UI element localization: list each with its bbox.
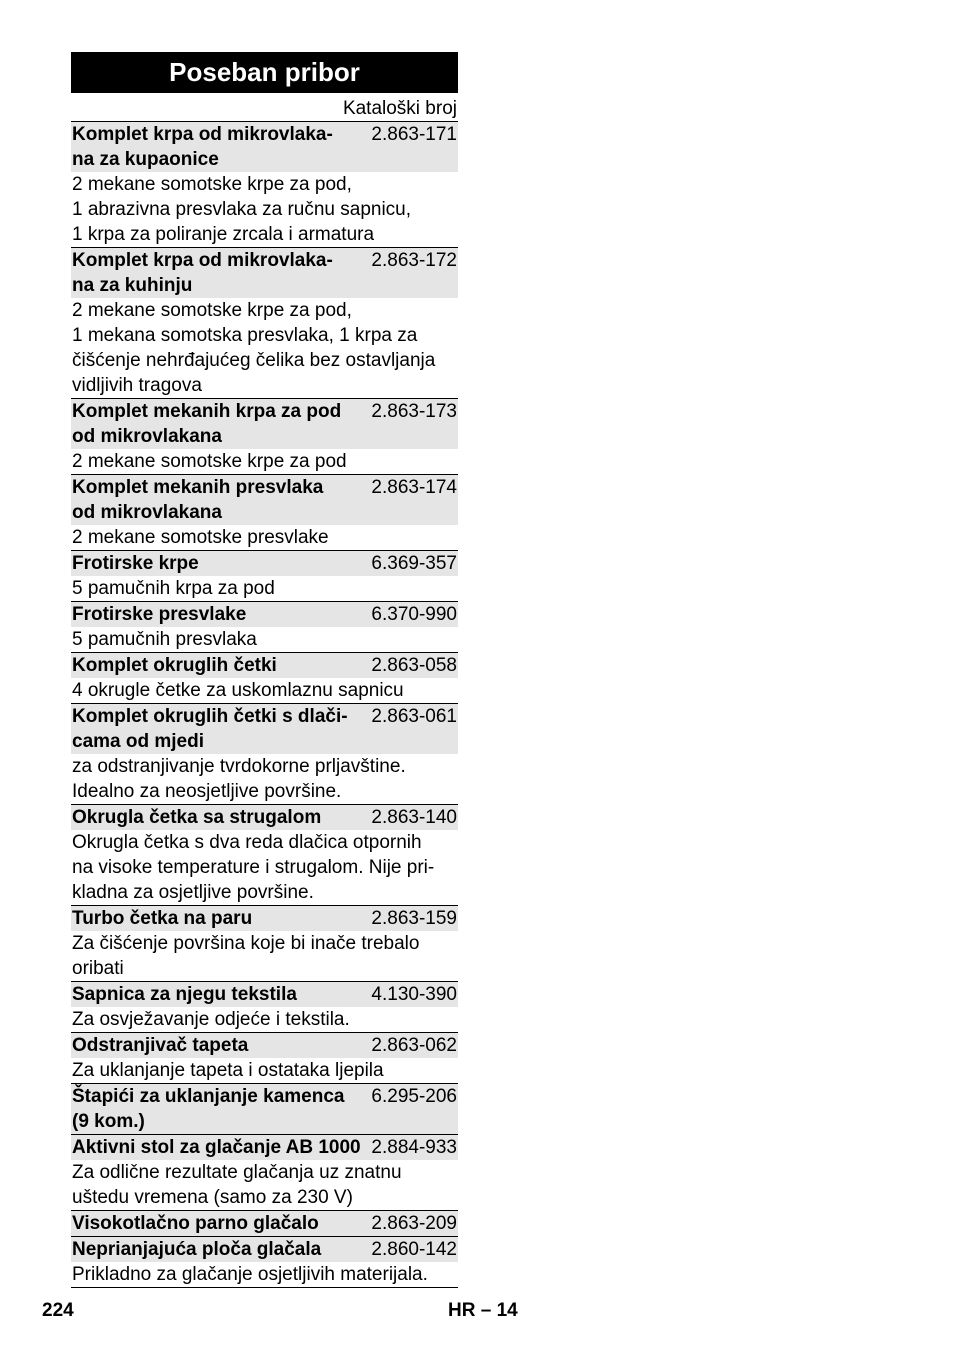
accessory-description: Prikladno za glačanje osjetljivih materijala.	[72, 1264, 428, 1285]
accessory-name: Aktivni stol za glačanje AB 1000	[72, 1137, 361, 1158]
catalog-number: 2.863-061	[371, 706, 457, 727]
accessory-row-header	[71, 1210, 458, 1236]
accessory-description: Okrugla četka s dva reda dlačica otpornih na visoke temperature i strugalom. Nije pri- kladna za osjetljive površine.	[72, 832, 435, 903]
section-title: Poseban pribor	[71, 52, 458, 93]
catalog-number: 2.884-933	[371, 1137, 457, 1158]
accessory-name: Neprianjajuća ploča glačala	[72, 1239, 322, 1260]
accessory-name: Sapnica za njegu tekstila	[72, 984, 297, 1005]
accessory-name: Visokotlačno parno glačalo	[72, 1213, 319, 1234]
catalog-number: 6.295-206	[371, 1086, 457, 1107]
catalog-number: 2.860-142	[371, 1239, 457, 1260]
accessory-name: Okrugla četka sa strugalom	[72, 807, 322, 828]
catalog-number: 4.130-390	[371, 984, 457, 1005]
accessory-name: Komplet krpa od mikrovlaka- na za kuhinju	[72, 250, 333, 296]
accessory-description: Za uklanjanje tapeta i ostataka ljepila	[72, 1060, 384, 1081]
accessory-row-header	[71, 121, 458, 172]
accessory-name: Komplet mekanih krpa za pod od mikrovlakana	[72, 401, 342, 447]
accessory-name: Komplet okruglih četki s dlači- cama od mjedi	[72, 706, 348, 752]
accessory-row-header	[71, 1083, 458, 1134]
accessory-list	[71, 121, 458, 1287]
catalog-number: 6.370-990	[371, 604, 457, 625]
accessory-description: 2 mekane somotske krpe za pod, 1 mekana somotska presvlaka, 1 krpa za čišćenje nehrđajućeg čelika bez ostavljanja vidljivih tragova	[72, 300, 436, 396]
catalog-number: 2.863-062	[371, 1035, 457, 1056]
accessory-description: za odstranjivanje tvrdokorne prljavštine. Idealno za neosjetljive površine.	[72, 756, 406, 802]
accessory-row-header	[71, 398, 458, 449]
catalog-number: 2.863-173	[371, 401, 457, 422]
accessory-row-header	[71, 981, 458, 1007]
accessory-description: Za odlične rezultate glačanja uz znatnu uštedu vremena (samo za 230 V)	[72, 1162, 402, 1208]
accessory-name: Komplet krpa od mikrovlaka- na za kupaonice	[72, 124, 333, 170]
accessory-name: Frotirske krpe	[72, 553, 199, 574]
catalog-number: 2.863-058	[371, 655, 457, 676]
accessory-description: 2 mekane somotske presvlake	[72, 527, 329, 548]
catalog-number: 2.863-172	[371, 250, 457, 271]
accessory-row-header	[71, 703, 458, 754]
accessory-row-header	[71, 905, 458, 931]
accessory-name: Komplet mekanih presvlaka od mikrovlakana	[72, 477, 324, 523]
accessory-description: 4 okrugle četke za uskomlaznu sapnicu	[72, 680, 404, 701]
catalog-number: 2.863-174	[371, 477, 457, 498]
accessory-description: Za osvježavanje odjeće i tekstila.	[72, 1009, 350, 1030]
catalog-number: 2.863-140	[371, 807, 457, 828]
catalog-number-label: Kataloški broj	[342, 98, 457, 119]
accessory-description: 2 mekane somotske krpe za pod, 1 abrazivna presvlaka za ručnu sapnicu, 1 krpa za poliranje zrcala i armatura	[72, 174, 412, 245]
accessory-description: 5 pamučnih presvlaka	[72, 629, 257, 650]
accessory-row-header	[71, 474, 458, 525]
accessory-name: Komplet okruglih četki	[72, 655, 277, 676]
accessory-row-header	[71, 1134, 458, 1160]
accessory-name: Turbo četka na paru	[72, 908, 253, 929]
accessory-description: 5 pamučnih krpa za pod	[72, 578, 275, 599]
accessory-name: Štapići za uklanjanje kamenca (9 kom.)	[72, 1086, 345, 1132]
accessory-row-header	[71, 550, 458, 576]
accessory-name: Odstranjivač tapeta	[72, 1035, 249, 1056]
accessory-name: Frotirske presvlake	[72, 604, 247, 625]
accessory-row-header	[71, 247, 458, 298]
catalog-number: 6.369-357	[371, 553, 457, 574]
catalog-number: 2.863-159	[371, 908, 457, 929]
page-number: 224	[42, 1300, 74, 1321]
table-bottom-rule	[71, 1287, 458, 1288]
accessories-column	[71, 52, 458, 1288]
accessory-row-header	[71, 1236, 458, 1262]
catalog-number: 2.863-171	[371, 124, 457, 145]
accessory-description: Za čišćenje površina koje bi inače trebalo oribati	[72, 933, 420, 979]
accessory-description: 2 mekane somotske krpe za pod	[72, 451, 347, 472]
catalog-number: 2.863-209	[371, 1213, 457, 1234]
accessory-row-header	[71, 1032, 458, 1058]
section-page-label: HR – 14	[448, 1300, 518, 1321]
accessory-row-header	[71, 601, 458, 627]
accessory-row-header	[71, 652, 458, 678]
accessory-row-header	[71, 804, 458, 830]
